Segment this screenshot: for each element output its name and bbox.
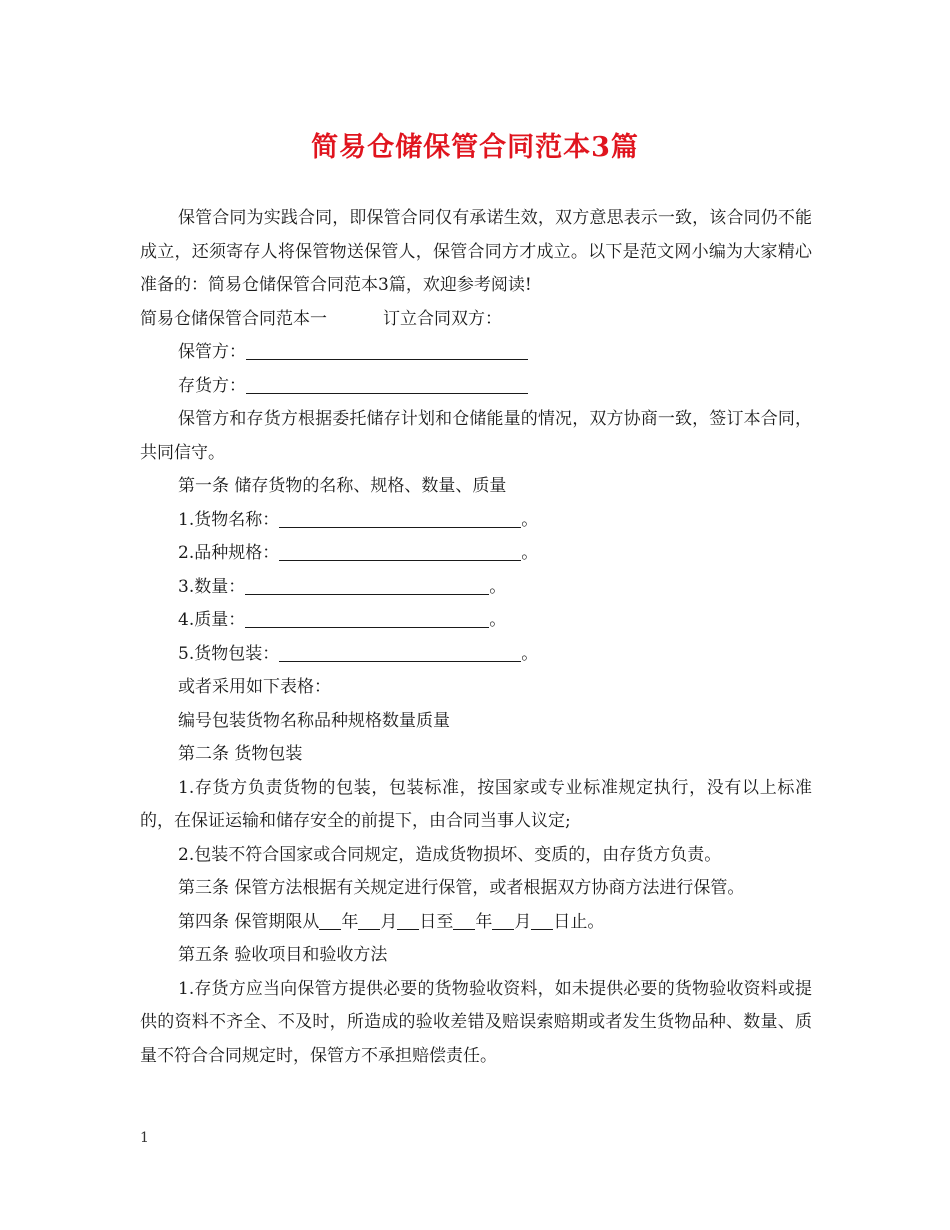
article4-line (140, 906, 812, 940)
document-title: 简易仓储保管合同范本3篇 (311, 132, 639, 163)
article1-item (140, 638, 812, 672)
custodian-blank[interactable] (246, 337, 528, 360)
month-blank[interactable] (492, 907, 514, 930)
year-blank[interactable] (453, 907, 475, 930)
article1-item (140, 571, 812, 605)
article2-item2: 2.包装不符合国家或合同规定，造成货物损坏、变质的，由存货方负责。 (178, 844, 722, 865)
depositor-line (140, 370, 812, 404)
item-label: 4.质量： (178, 610, 246, 630)
item-label: 2.品种规格： (178, 543, 280, 563)
article4-prefix: 第四条 保管期限从 (178, 911, 320, 932)
quantity-blank[interactable] (245, 572, 489, 595)
page-number: 1 (140, 1130, 149, 1146)
depositor-blank[interactable] (246, 371, 528, 394)
custodian-line (140, 336, 812, 370)
article1-item (140, 537, 812, 571)
section1-heading-line (140, 303, 812, 337)
month-label: 月 (514, 911, 532, 932)
table-intro: 或者采用如下表格： (178, 677, 331, 697)
parties-label: 订立合同双方： (383, 308, 502, 329)
custodian-label: 保管方： (178, 342, 246, 362)
article1-heading: 第一条 储存货物的名称、规格、数量、质量 (178, 476, 507, 496)
year-label: 年 (341, 911, 359, 932)
item-label: 3.数量： (178, 576, 246, 597)
day-blank[interactable] (531, 907, 553, 930)
article3: 第三条 保管方法根据有关规定进行保管，或者根据双方协商方法进行保管。 (178, 878, 745, 898)
document-body (140, 202, 812, 1073)
article2-heading: 第二条 货物包装 (178, 744, 303, 764)
item-end: 。 (521, 643, 539, 664)
article5-item1: 1.存货方应当向保管方提供必要的货物验收资料，如未提供必要的货物验收资料或提供的资料不齐全、不及时，所造成的验收差错及赔误索赔期或者发生货物品种、数量、质量不符合合同规定时，保管方不承担赔偿责任。 (140, 978, 812, 1066)
quality-blank[interactable] (245, 605, 489, 628)
variety-spec-blank[interactable] (279, 538, 521, 561)
section1-heading: 简易仓储保管合同范本一 (140, 308, 327, 329)
article2-item1: 1.存货方负责货物的包装，包装标准，按国家或专业标准规定执行，没有以上标准的，在保证运输和储存安全的前提下，由合同当事人议定; (140, 777, 812, 831)
item-label: 1.货物名称： (178, 509, 280, 530)
packaging-blank[interactable] (279, 639, 521, 662)
day-blank[interactable] (397, 907, 419, 930)
article1-item (140, 604, 812, 638)
article1-item (140, 504, 812, 538)
item-end: 。 (521, 543, 539, 563)
intro-paragraph: 保管合同为实践合同，即保管合同仅有承诺生效，双方意思表示一致，该合同仍不能成立，还须寄存人将保管物送保管人，保管合同方才成立。以下是范文网小编为大家精心准备的：简易仓储保管合同范本3篇，欢迎参考阅读! (140, 208, 812, 295)
item-end: 。 (521, 509, 539, 530)
year-blank[interactable] (319, 907, 341, 930)
day-label: 日止。 (553, 911, 605, 932)
day-label: 日至 (419, 911, 454, 932)
month-blank[interactable] (358, 907, 380, 930)
article5-heading: 第五条 验收项目和验收方法 (178, 945, 388, 965)
depositor-label: 存货方： (178, 375, 246, 396)
year-label: 年 (475, 911, 493, 932)
preamble-paragraph: 保管方和存货方根据委托储存计划和仓储能量的情况，双方协商一致，签订本合同，共同信守。 (140, 409, 812, 463)
item-label: 5.货物包装： (178, 643, 280, 664)
goods-name-blank[interactable] (279, 505, 521, 528)
month-label: 月 (380, 911, 398, 932)
item-end: 。 (489, 610, 507, 630)
table-header-line: 编号包装货物名称品种规格数量质量 (178, 710, 450, 731)
item-end: 。 (489, 576, 507, 597)
